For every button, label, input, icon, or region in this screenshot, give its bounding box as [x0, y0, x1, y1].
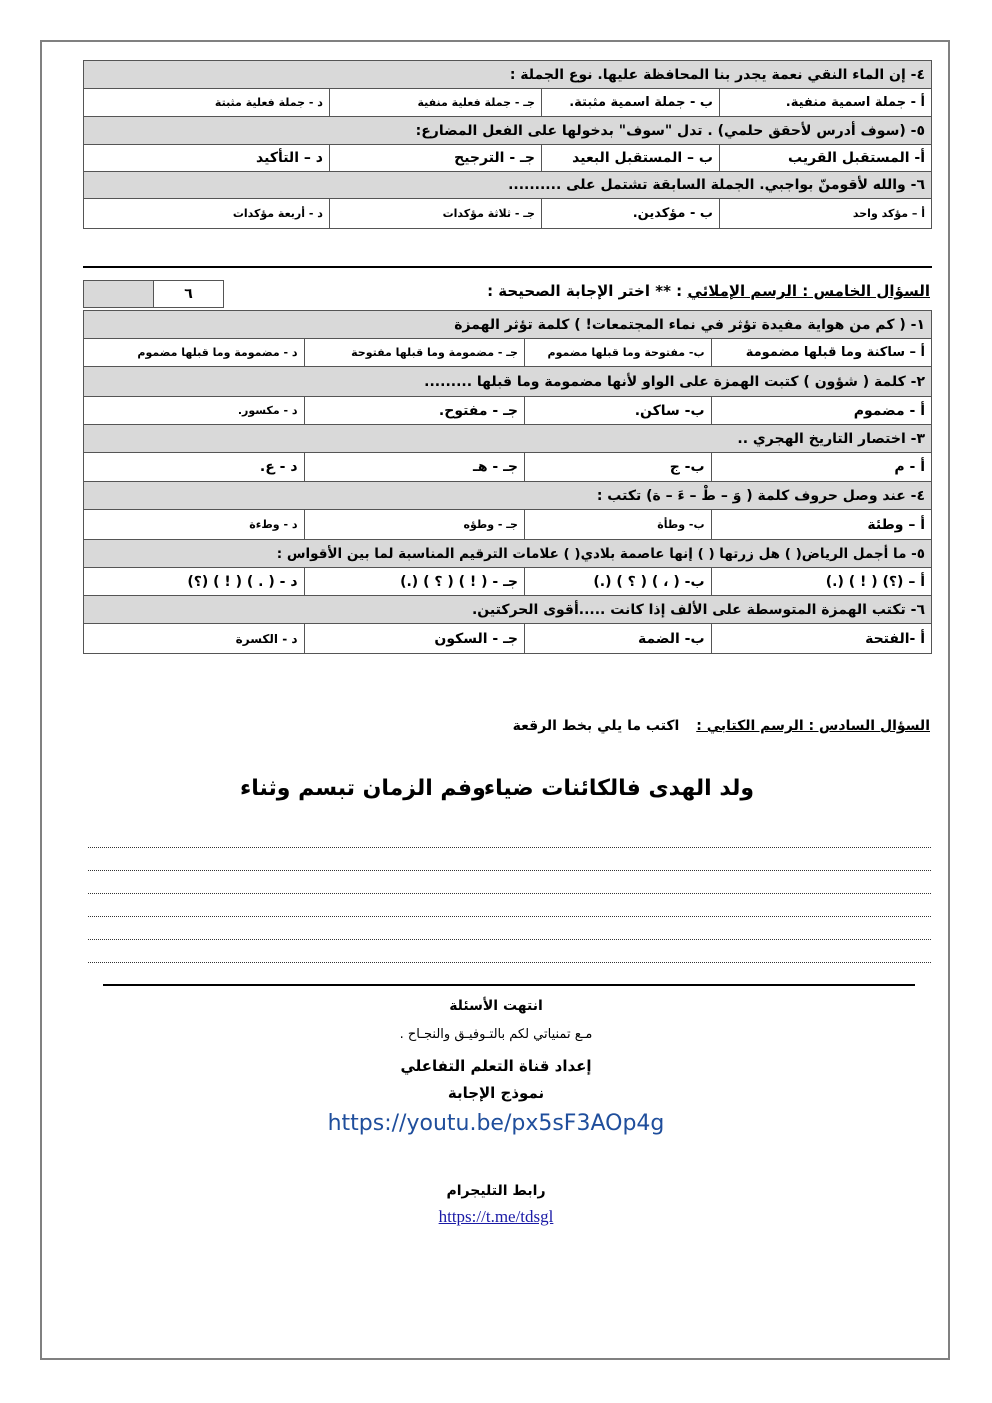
option-a[interactable]: أ- المستقبل القريب — [720, 145, 932, 172]
option-d[interactable]: د - ( . ) ( ! ) (؟) — [84, 568, 305, 596]
youtube-link[interactable]: https://youtu.be/px5sF3AOp4g — [327, 1111, 665, 1136]
question-row — [84, 311, 932, 339]
option-b[interactable]: ب- ج — [524, 453, 711, 482]
question-stem: ٥- (سوف أدرس لأحقق حلمي) . تدل "سوف" بدخولها على الفعل المضارع: — [84, 117, 932, 145]
option-d[interactable]: د – التأكيد — [84, 145, 330, 172]
question-row — [84, 540, 932, 568]
option-b[interactable]: ب- الضمة — [524, 624, 711, 654]
option-c[interactable]: جـ - السكون — [304, 624, 524, 654]
option-c[interactable]: جـ - هـ — [304, 453, 524, 482]
question-row — [84, 172, 932, 199]
option-d[interactable]: د - وطءة — [84, 510, 305, 540]
option-c[interactable]: جـ - جملة فعلية منفية — [329, 89, 541, 117]
section-five-title: السؤال الخامس : الرسم الإملائي — [687, 282, 930, 300]
option-c[interactable]: جـ - مفتوح. — [304, 397, 524, 425]
writing-line[interactable] — [88, 939, 931, 940]
option-b[interactable]: ب – المستقبل البعيد — [541, 145, 719, 172]
section-divider — [83, 266, 932, 268]
options-row — [84, 624, 932, 654]
option-a[interactable]: أ – (؟) ( ! ) (.) — [711, 568, 931, 596]
section-six-heading — [513, 718, 930, 734]
writing-line[interactable] — [88, 916, 931, 917]
option-a[interactable]: أ – ساكنة وما قبلها مضمومة — [711, 339, 931, 367]
wishes-text: مـع تمنياتي لكم بالتـوفيـق والنجـاح . — [399, 1027, 593, 1042]
option-c[interactable]: جـ - وطؤه — [304, 510, 524, 540]
footer-divider — [103, 984, 915, 986]
question-row — [84, 482, 932, 510]
score-box-grade — [83, 280, 154, 308]
question-block-section5 — [83, 310, 932, 654]
option-a[interactable]: أ - جملة اسمية منفية. — [720, 89, 932, 117]
writing-line[interactable] — [88, 962, 931, 963]
option-c[interactable]: جـ - الترجيح — [329, 145, 541, 172]
end-note: انتهت الأسئلة — [449, 998, 543, 1014]
question-row — [84, 367, 932, 397]
option-a[interactable]: أ – مؤكد واحد — [720, 199, 932, 229]
option-d[interactable]: د - الكسرة — [84, 624, 305, 654]
question-stem: ٦- والله لأقومنّ بواجبي. الجملة السابقة تشتمل على .......... — [84, 172, 932, 199]
question-stem: ١- ( كم من هواية مفيدة تؤثر في نماء المجتمعات! ) كلمة تؤثر الهمزة — [84, 311, 932, 339]
options-row — [84, 453, 932, 482]
option-d[interactable]: د - مضمومة وما قبلها مضموم — [84, 339, 305, 367]
telegram-link[interactable]: https://t.me/tdsgl — [438, 1207, 554, 1226]
option-c[interactable]: جـ - ثلاثة مؤكدات — [329, 199, 541, 229]
question-stem: ٤- إن الماء النقي نعمة يجدر بنا المحافظة عليها. نوع الجملة : — [84, 61, 932, 89]
option-a[interactable]: أ - مضموم — [711, 397, 931, 425]
verse-second-hemistich: وفم الزمان تبسم وثناء — [240, 776, 486, 801]
option-c[interactable]: جـ - ( ! ) ( ؟ ) (.) — [304, 568, 524, 596]
option-a[interactable]: أ -الفتحة — [711, 624, 931, 654]
writing-line[interactable] — [88, 893, 931, 894]
telegram-link-row — [0, 1207, 992, 1227]
writing-line[interactable] — [88, 870, 931, 871]
prepared-by: إعداد قناة التعلم التفاعلي — [400, 1057, 592, 1075]
youtube-link-row — [0, 1111, 992, 1136]
telegram-label: رابط التليجرام — [446, 1183, 546, 1199]
option-b[interactable]: ب - مؤكدين. — [541, 199, 719, 229]
option-a[interactable]: أ – وطئة — [711, 510, 931, 540]
option-b[interactable]: ب- ( ، ) ( ؟ ) (.) — [524, 568, 711, 596]
question-stem: ٥- ما أجمل الرياض( ) هل زرتها ( ) إنها عاصمة بلادي( ) علامات الترقيم المناسبة لما بين الأقواس : — [84, 540, 932, 568]
question-stem: ٢- كلمة ( شؤون ) كتبت الهمزة على الواو لأنها مضمومة وما قبلها ......... — [84, 367, 932, 397]
section-six-instruction: اكتب ما يلي بخط الرقعة — [512, 718, 680, 734]
option-d[interactable]: د - مكسور. — [84, 397, 305, 425]
question-stem: ٦- تكتب الهمزة المتوسطة على الألف إذا كانت .....أقوى الحركتين. — [84, 596, 932, 624]
question-row — [84, 425, 932, 453]
option-b[interactable]: ب- وطأة — [524, 510, 711, 540]
question-row — [84, 117, 932, 145]
score-box-total: ٦ — [153, 280, 224, 308]
options-row — [84, 199, 932, 229]
page-border — [40, 40, 950, 1360]
option-c[interactable]: جـ - مضمومة وما قبلها مفتوحة — [304, 339, 524, 367]
section-five-heading — [487, 282, 930, 300]
options-row — [84, 339, 932, 367]
question-stem: ٣- اختصار التاريخ الهجري .. — [84, 425, 932, 453]
options-row — [84, 89, 932, 117]
section-six-title: السؤال السادس : الرسم الكتابي : — [696, 718, 930, 734]
question-row — [84, 61, 932, 89]
question-stem: ٤- عند وصل حروف كلمة ( وَ – طْ – ءَ – ة) تكتب : — [84, 482, 932, 510]
section-five-instruction: : ** اختر الإجابة الصحيحة : — [487, 282, 683, 300]
options-row — [84, 145, 932, 172]
options-row — [84, 568, 932, 596]
option-b[interactable]: ب- مفتوحة وما قبلها مضموم — [524, 339, 711, 367]
options-row — [84, 510, 932, 540]
option-b[interactable]: ب - جملة اسمية مثبتة. — [541, 89, 719, 117]
question-block-part4 — [83, 60, 932, 229]
verse-first-hemistich: ولد الهدى فالكائنات ضياء — [483, 776, 754, 801]
option-b[interactable]: ب- ساكن. — [524, 397, 711, 425]
option-d[interactable]: د - جملة فعلية مثبتة — [84, 89, 330, 117]
option-a[interactable]: أ - م — [711, 453, 931, 482]
option-d[interactable]: د - أربعة مؤكدات — [84, 199, 330, 229]
answer-model-label: نموذج الإجابة — [447, 1084, 545, 1102]
question-row — [84, 596, 932, 624]
writing-line[interactable] — [88, 847, 931, 848]
option-d[interactable]: د - ع. — [84, 453, 305, 482]
options-row — [84, 397, 932, 425]
